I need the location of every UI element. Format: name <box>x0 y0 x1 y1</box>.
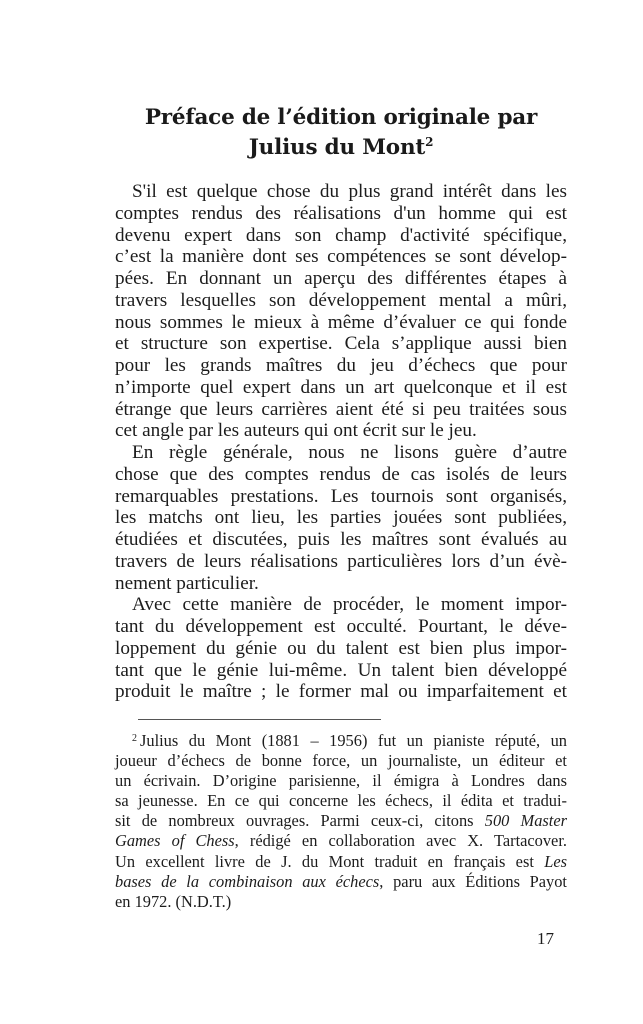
body-line: étrange que leurs carrières aient été si peu traitées sous <box>115 398 567 420</box>
footnote-line: Games of Chess, rédigé en collaboration avec X. Tartacover. <box>115 831 567 851</box>
body-line: étudiées et discutées, puis les maîtres sont évalués au <box>115 529 567 550</box>
body-line: chose que des comptes rendus de cas isolés de leurs <box>115 463 567 485</box>
footnote-line: sit de nombreux ouvrages. Parmi ceux-ci, citons 500 Master <box>115 811 567 831</box>
footnote-number: 2 <box>132 733 137 744</box>
footnote-line: Un excellent livre de J. du Mont traduit en français est Les <box>115 851 567 871</box>
page-number: 17 <box>537 929 554 948</box>
body-line: loppement du génie ou du talent est bien plus impor- <box>115 637 567 659</box>
body-line: S'il est quelque chose du plus grand intérêt dans les <box>132 181 567 202</box>
book-title-italic: Les <box>544 851 567 871</box>
body-line: pour les grands maîtres du jeu d’échecs que pour <box>115 355 567 376</box>
body-line: n’importe quel expert dans un art quelconque et il est <box>115 376 567 398</box>
footnote-reference: 2 <box>425 135 434 149</box>
footnote-line: joueur d’échecs de bonne force, un journaliste, un éditeur et <box>115 751 567 771</box>
body-line: pées. En donnant un aperçu des différentes étapes à <box>115 268 567 289</box>
footnote-separator <box>138 719 381 720</box>
body-line: nement particulier. <box>115 572 259 594</box>
body-line: nous sommes le mieux à même d’évaluer ce qui fonde <box>115 311 567 333</box>
book-title-italic: 500 Master <box>484 811 567 831</box>
chapter-title <box>115 103 567 163</box>
chapter-title-line-2 <box>115 133 567 163</box>
body-line: tant que le génie lui-même. Un talent bien développé <box>115 659 567 681</box>
chapter-title-line-1: Préface de l’édition originale par <box>144 105 538 130</box>
body-line: c’est la manière dont ses compétences se sont dévelop- <box>115 246 567 268</box>
body-line: travers lesquelles son développement mental a mûri, <box>115 289 567 311</box>
footnote-line: sa jeunesse. En ce qui concerne les échecs, il édita et tradui- <box>115 791 567 811</box>
footnote-line: $^2$ Julius du Mont (1881 – 1956) fut un pianiste réputé, un <box>132 731 567 750</box>
footnote <box>115 731 567 912</box>
book-title-italic: Games of Chess <box>115 831 235 851</box>
body-line: remarquables prestations. Les tournois sont organisés, <box>115 485 567 507</box>
body-line: cet angle par les auteurs qui ont écrit sur le jeu. <box>115 420 477 442</box>
body-line: produit le maître ; le former mal ou imparfaitement et <box>115 681 567 703</box>
body-line: comptes rendus des réalisations d'un homme qui est <box>115 202 567 224</box>
book-title-italic: bases de la combinaison aux échecs <box>115 871 380 891</box>
footnote-line: bases de la combinaison aux échecs, paru aux Éditions Payot <box>115 871 567 891</box>
body-line: En règle générale, nous ne lisons guère d’autre <box>132 442 567 463</box>
footnote-line: en 1972. (N.D.T.) <box>115 891 232 911</box>
body-line: et structure son expertise. Cela s’applique aussi bien <box>115 333 567 355</box>
body-line: tant du développement est occulté. Pourtant, le déve- <box>115 616 567 637</box>
body-line: Avec cette manière de procéder, le moment impor- <box>132 594 567 616</box>
footnote-line: un écrivain. D’origine parisienne, il émigra à Londres dans <box>115 771 567 791</box>
body-text <box>115 181 567 703</box>
body-line: travers de leurs réalisations particulières lors d’un évè- <box>115 550 567 572</box>
body-line: devenu expert dans son champ d'activité spécifique, <box>115 224 567 246</box>
chapter-title-author: Julius du Mont <box>248 135 426 160</box>
body-line: les matchs ont lieu, les parties jouées sont publiées, <box>115 507 567 529</box>
